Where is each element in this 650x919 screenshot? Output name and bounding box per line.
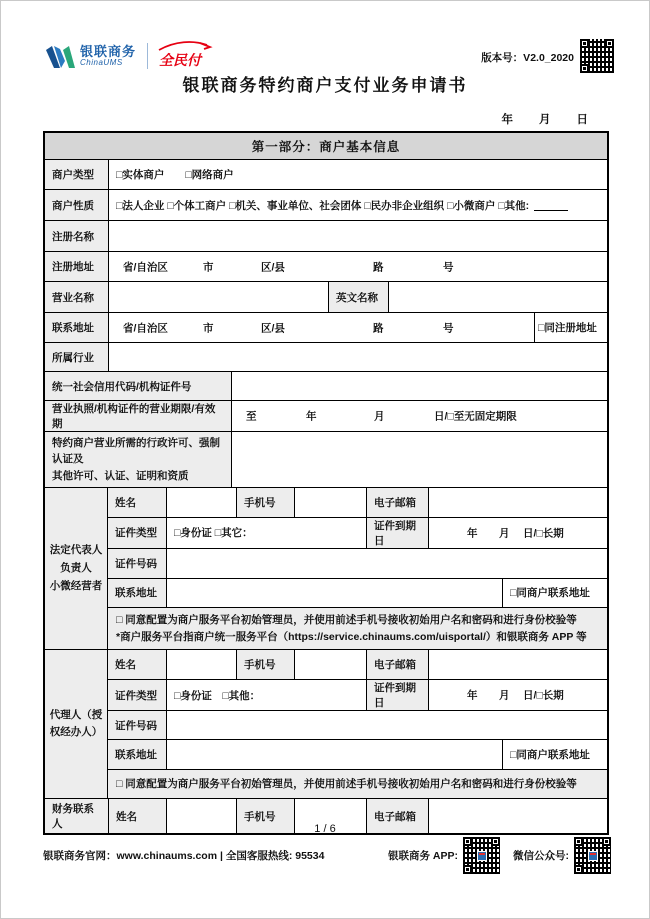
validity-input[interactable]: 至 年 月 日/□至无固定期限 (231, 401, 607, 431)
reg-address-input[interactable]: 省/自治区 市 区/县 路 号 (108, 252, 607, 281)
legal-id-type-label: 证件类型 (108, 518, 166, 548)
version-label: 版本号：V2.0_2020 (481, 52, 574, 64)
legal-id-expiry-input[interactable]: 年 月 日/□长期 (428, 518, 607, 548)
legal-name-row (108, 488, 607, 517)
reg-name-input[interactable] (108, 221, 607, 251)
legal-rep-section (45, 487, 607, 650)
agent-group-label: 代理人（授 权经办人） (45, 650, 108, 798)
table-row-contact-address (45, 312, 607, 342)
logo-divider (147, 43, 148, 69)
table-row-credit-code (45, 371, 607, 400)
agent-admin-note (108, 769, 607, 798)
contact-address-label: 联系地址 (45, 313, 108, 342)
legal-admin-note (108, 607, 607, 650)
agent-name-row (108, 650, 607, 679)
quanminfu-swoosh-icon (157, 40, 213, 52)
legal-id-type-options[interactable]: □身份证 □其它： (166, 518, 366, 548)
agent-contact-row (108, 739, 607, 769)
footer-site-line: 银联商务官网：www.chinaums.com | 全国客服热线: 95534 (43, 850, 325, 862)
legal-id-no-row (108, 548, 607, 578)
table-row-permits (45, 431, 607, 487)
wechat-qr-code (574, 837, 611, 874)
credit-code-input[interactable] (231, 372, 607, 400)
agent-admin-checkbox[interactable]: □ 同意配置为商户服务平台初始管理员，并使用前述手机号接收初始用户名和密码和进行身份校验等 (116, 777, 577, 790)
legal-contact-row (108, 578, 607, 607)
section-title: 第一部分：商户基本信息 (45, 133, 607, 159)
agent-id-expiry-label: 证件到期日 (366, 680, 428, 710)
reg-name-label: 注册名称 (45, 221, 108, 251)
merchant-info-table (43, 131, 609, 835)
table-row-reg-name (45, 220, 607, 251)
validity-label: 营业执照/机构证件的营业期限/有效期 (45, 401, 231, 431)
agent-phone-input[interactable] (294, 650, 366, 679)
agent-contact-label: 联系地址 (108, 740, 166, 769)
page-number: 1 / 6 (314, 823, 336, 835)
agent-name-input[interactable] (166, 650, 236, 679)
legal-name-input[interactable] (166, 488, 236, 517)
other-underline[interactable] (534, 199, 568, 211)
app-qr-label: 银联商务 APP: (387, 850, 458, 862)
date-line: 年 月 日 (501, 114, 589, 126)
legal-email-input[interactable] (428, 488, 607, 517)
agent-contact-input[interactable] (166, 740, 502, 769)
table-row-industry (45, 342, 607, 371)
en-name-label: 英文名称 (328, 282, 388, 312)
agent-same-address-checkbox[interactable]: □同商户联系地址 (502, 740, 607, 769)
permits-input[interactable] (231, 432, 607, 487)
biz-name-input[interactable] (108, 282, 328, 312)
legal-id-no-input[interactable] (166, 549, 607, 578)
table-row-validity (45, 400, 607, 431)
legal-platform-note: *商户服务平台指商户统一服务平台（https://service.chinaums.com/uisportal/）和银联商务 APP 等 (116, 630, 587, 643)
brand-name-cn: 银联商务 (80, 44, 137, 59)
contact-address-input[interactable]: 省/自治区 市 区/县 路 号 (108, 313, 534, 342)
brand-name-en: ChinaUMS (80, 58, 123, 67)
agent-id-type-label: 证件类型 (108, 680, 166, 710)
industry-label: 所属行业 (45, 343, 108, 371)
merchant-type-label: 商户类型 (45, 160, 108, 189)
same-as-reg-checkbox[interactable]: □同注册地址 (534, 313, 607, 342)
footer-bar (43, 837, 611, 874)
agent-id-no-input[interactable] (166, 711, 607, 739)
legal-id-type-row (108, 517, 607, 548)
merchant-nature-options[interactable]: □法人企业 □个体工商户 □机关、事业单位、社会团体 □民办非企业组织 □小微商户 □其他: (108, 190, 607, 220)
table-row-merchant-type (45, 159, 607, 189)
agent-name-label: 姓名 (108, 650, 166, 679)
legal-contact-input[interactable] (166, 579, 502, 607)
industry-input[interactable] (108, 343, 607, 371)
table-row-biz-name (45, 281, 607, 312)
legal-id-no-label: 证件号码 (108, 549, 166, 578)
permits-label: 特约商户营业所需的行政许可、强制认证及 其他许可、认证、证明和资质 (45, 432, 231, 487)
agent-email-label: 电子邮箱 (366, 650, 428, 679)
merchant-type-options[interactable]: □实体商户 □网络商户 (108, 160, 607, 189)
en-name-input[interactable] (388, 282, 607, 312)
legal-admin-checkbox[interactable]: □ 同意配置为商户服务平台初始管理员，并使用前述手机号接收初始用户名和密码和进行身份校验等 (116, 613, 577, 626)
wechat-qr-label: 微信公众号: (513, 850, 569, 862)
agent-id-no-row (108, 710, 607, 739)
chinaums-logo (46, 38, 201, 74)
legal-phone-input[interactable] (294, 488, 366, 517)
legal-contact-label: 联系地址 (108, 579, 166, 607)
chinaums-mark-icon (46, 42, 76, 70)
merchant-nature-label: 商户性质 (45, 190, 108, 220)
table-row-reg-address (45, 251, 607, 281)
agent-id-expiry-input[interactable]: 年 月 日/□长期 (428, 680, 607, 710)
agent-id-type-row (108, 679, 607, 710)
credit-code-label: 统一社会信用代码/机构证件号 (45, 372, 231, 400)
agent-id-no-label: 证件号码 (108, 711, 166, 739)
legal-name-label: 姓名 (108, 488, 166, 517)
finance-label: 财务联系人 (45, 799, 108, 833)
legal-same-address-checkbox[interactable]: □同商户联系地址 (502, 579, 607, 607)
finance-phone-label: 手机号 (236, 799, 294, 833)
page-title: 银联商务特约商户支付业务申请书 (182, 76, 468, 95)
finance-email-label: 电子邮箱 (366, 799, 428, 833)
legal-phone-label: 手机号 (236, 488, 294, 517)
agent-section (45, 649, 607, 798)
table-row-merchant-nature (45, 189, 607, 220)
legal-email-label: 电子邮箱 (366, 488, 428, 517)
finance-name-label: 姓名 (108, 799, 166, 833)
agent-phone-label: 手机号 (236, 650, 294, 679)
version-qr-code (580, 39, 614, 73)
agent-email-input[interactable] (428, 650, 607, 679)
app-qr-code (463, 837, 500, 874)
agent-id-type-options[interactable]: □身份证 □其他： (166, 680, 366, 710)
biz-name-label: 营业名称 (45, 282, 108, 312)
legal-id-expiry-label: 证件到期日 (366, 518, 428, 548)
quanminfu-logo: 全民付 (159, 42, 201, 70)
reg-address-label: 注册地址 (45, 252, 108, 281)
legal-rep-group-label: 法定代表人 负责人 小微经营者 (45, 488, 108, 650)
